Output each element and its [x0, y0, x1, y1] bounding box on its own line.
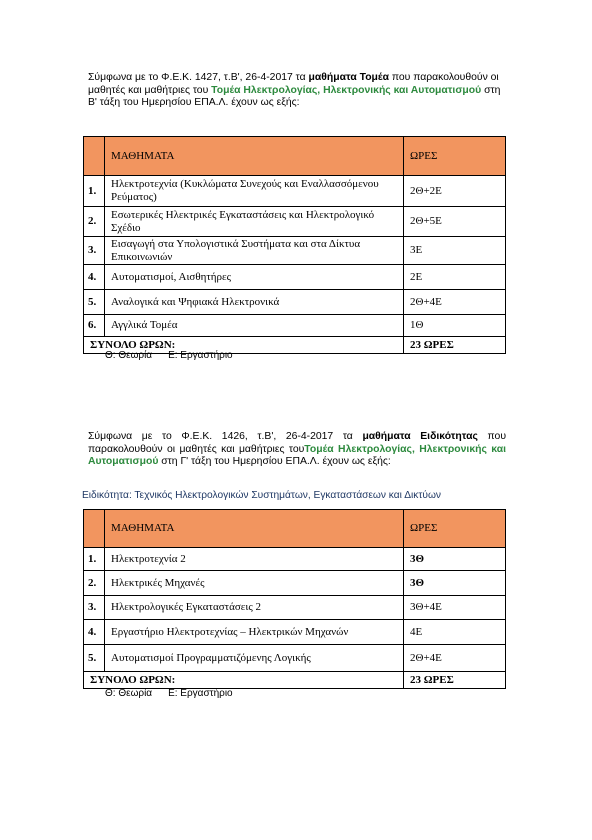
header-num-cell [84, 137, 105, 176]
total-label: ΣΥΝΟΛΟ ΩΡΩΝ: [84, 672, 404, 689]
row-hours: 3Θ [404, 571, 506, 596]
row-subject: Εισαγωγή στα Υπολογιστικά Συστήματα και στα Δίκτυα Επικοινωνιών [105, 237, 404, 265]
legend-lab: Ε: Εργαστήριο [168, 688, 233, 699]
row-subject: Ηλεκτρολογικές Εγκαταστάσεις 2 [105, 596, 404, 620]
row-hours: 3Ε [404, 237, 506, 265]
table-header-row [84, 137, 506, 176]
intro-text: Σύμφωνα με το Φ.Ε.Κ. 1427, τ.Β', 26-4-2017 τα [88, 72, 309, 83]
legend [105, 688, 233, 700]
row-subject: Αυτοματισμοί Προγραμματιζόμενης Λογικής [105, 645, 404, 672]
table-row [84, 207, 506, 237]
header-hours: ΩΡΕΣ [404, 137, 506, 176]
intro-text: που παρακολουθούν οι μαθητές και μαθήτριες του [88, 72, 499, 96]
row-hours: 2Θ+5Ε [404, 207, 506, 237]
sector-name: Τομέα Ηλεκτρολογίας, Ηλεκτρονικής και Αυτοματισμού [88, 443, 506, 468]
table-row [84, 315, 506, 337]
header-subjects: ΜΑΘΗΜΑΤΑ [105, 137, 404, 176]
intro-text: που παρακολουθούν οι μαθητές και μαθήτριες του [88, 431, 506, 455]
row-number: 3. [84, 596, 105, 620]
header-num-cell [84, 510, 105, 548]
table-row [84, 237, 506, 265]
intro-paragraph-b-class [88, 72, 506, 110]
legend-theory: Θ: Θεωρία [105, 350, 153, 361]
row-subject: Αυτοματισμοί, Αισθητήρες [105, 265, 404, 290]
legend-lab: Ε: Εργαστήριο [168, 350, 233, 361]
row-subject: Εσωτερικές Ηλεκτρικές Εγκαταστάσεις και Ηλεκτρολογικό Σχέδιο [105, 207, 404, 237]
row-subject: Ηλεκτροτεχνία 2 [105, 548, 404, 571]
legend [105, 350, 233, 362]
row-subject: Ηλεκτρικές Μηχανές [105, 571, 404, 596]
intro-text: στη Γ' τάξη του Ημερησίου ΕΠΑ.Λ. έχουν ως εξής: [158, 456, 391, 468]
table-row [84, 596, 506, 620]
sector-name: Τομέα Ηλεκτρολογίας, Ηλεκτρονικής και Αυτοματισμού [211, 84, 482, 96]
row-hours: 2Ε [404, 265, 506, 290]
row-subject: Εργαστήριο Ηλεκτροτεχνίας – Ηλεκτρικών Μηχανών [105, 620, 404, 645]
total-hours: 23 ΩΡΕΣ [404, 672, 506, 689]
row-hours: 2Θ+2Ε [404, 176, 506, 207]
row-subject: Αναλογικά και Ψηφιακά Ηλεκτρονικά [105, 290, 404, 315]
row-number: 4. [84, 265, 105, 290]
table-row [84, 265, 506, 290]
row-number: 1. [84, 548, 105, 571]
legend-theory: Θ: Θεωρία [105, 688, 153, 699]
row-hours: 1Θ [404, 315, 506, 337]
intro-text: στη Β' τάξη του Ημερησίου ΕΠΑ.Λ. έχουν ως εξής: [88, 84, 501, 109]
row-number: 2. [84, 207, 105, 237]
row-number: 5. [84, 645, 105, 672]
row-subject: Ηλεκτροτεχνία (Κυκλώματα Συνεχούς και Εναλλασσόμενου Ρεύματος) [105, 176, 404, 207]
table-total-row [84, 672, 506, 689]
row-hours: 2Θ+4Ε [404, 290, 506, 315]
table-row [84, 176, 506, 207]
intro-emphasis-sector-courses: μαθήματα Τομέα [308, 72, 389, 83]
row-number: 3. [84, 237, 105, 265]
table-header-row [84, 510, 506, 548]
row-hours: 4Ε [404, 620, 506, 645]
table-row [84, 548, 506, 571]
header-subjects: ΜΑΘΗΜΑΤΑ [105, 510, 404, 548]
courses-table-b-class [83, 136, 506, 354]
table-row [84, 571, 506, 596]
row-number: 2. [84, 571, 105, 596]
table-row [84, 620, 506, 645]
table-row [84, 645, 506, 672]
row-hours: 3Θ [404, 548, 506, 571]
row-subject: Αγγλικά Τομέα [105, 315, 404, 337]
intro-text: Σύμφωνα με το Φ.Ε.Κ. 1426, τ.Β', 26-4-2017 τα [88, 431, 363, 442]
header-hours: ΩΡΕΣ [404, 510, 506, 548]
courses-table-c-class [83, 509, 506, 689]
row-hours: 2Θ+4Ε [404, 645, 506, 672]
total-hours: 23 ΩΡΕΣ [404, 337, 506, 354]
total-label: ΣΥΝΟΛΟ ΩΡΩΝ: [84, 337, 404, 354]
row-hours: 3Θ+4Ε [404, 596, 506, 620]
row-number: 6. [84, 315, 105, 337]
intro-paragraph-c-class [88, 431, 506, 469]
row-number: 4. [84, 620, 105, 645]
row-number: 5. [84, 290, 105, 315]
specialty-title: Ειδικότητα: Τεχνικός Ηλεκτρολογικών Συστημάτων, Εγκαταστάσεων και Δικτύων [82, 490, 442, 501]
row-number: 1. [84, 176, 105, 207]
intro-emphasis-specialty-courses: μαθήματα Ειδικότητας [362, 431, 478, 442]
table-row [84, 290, 506, 315]
